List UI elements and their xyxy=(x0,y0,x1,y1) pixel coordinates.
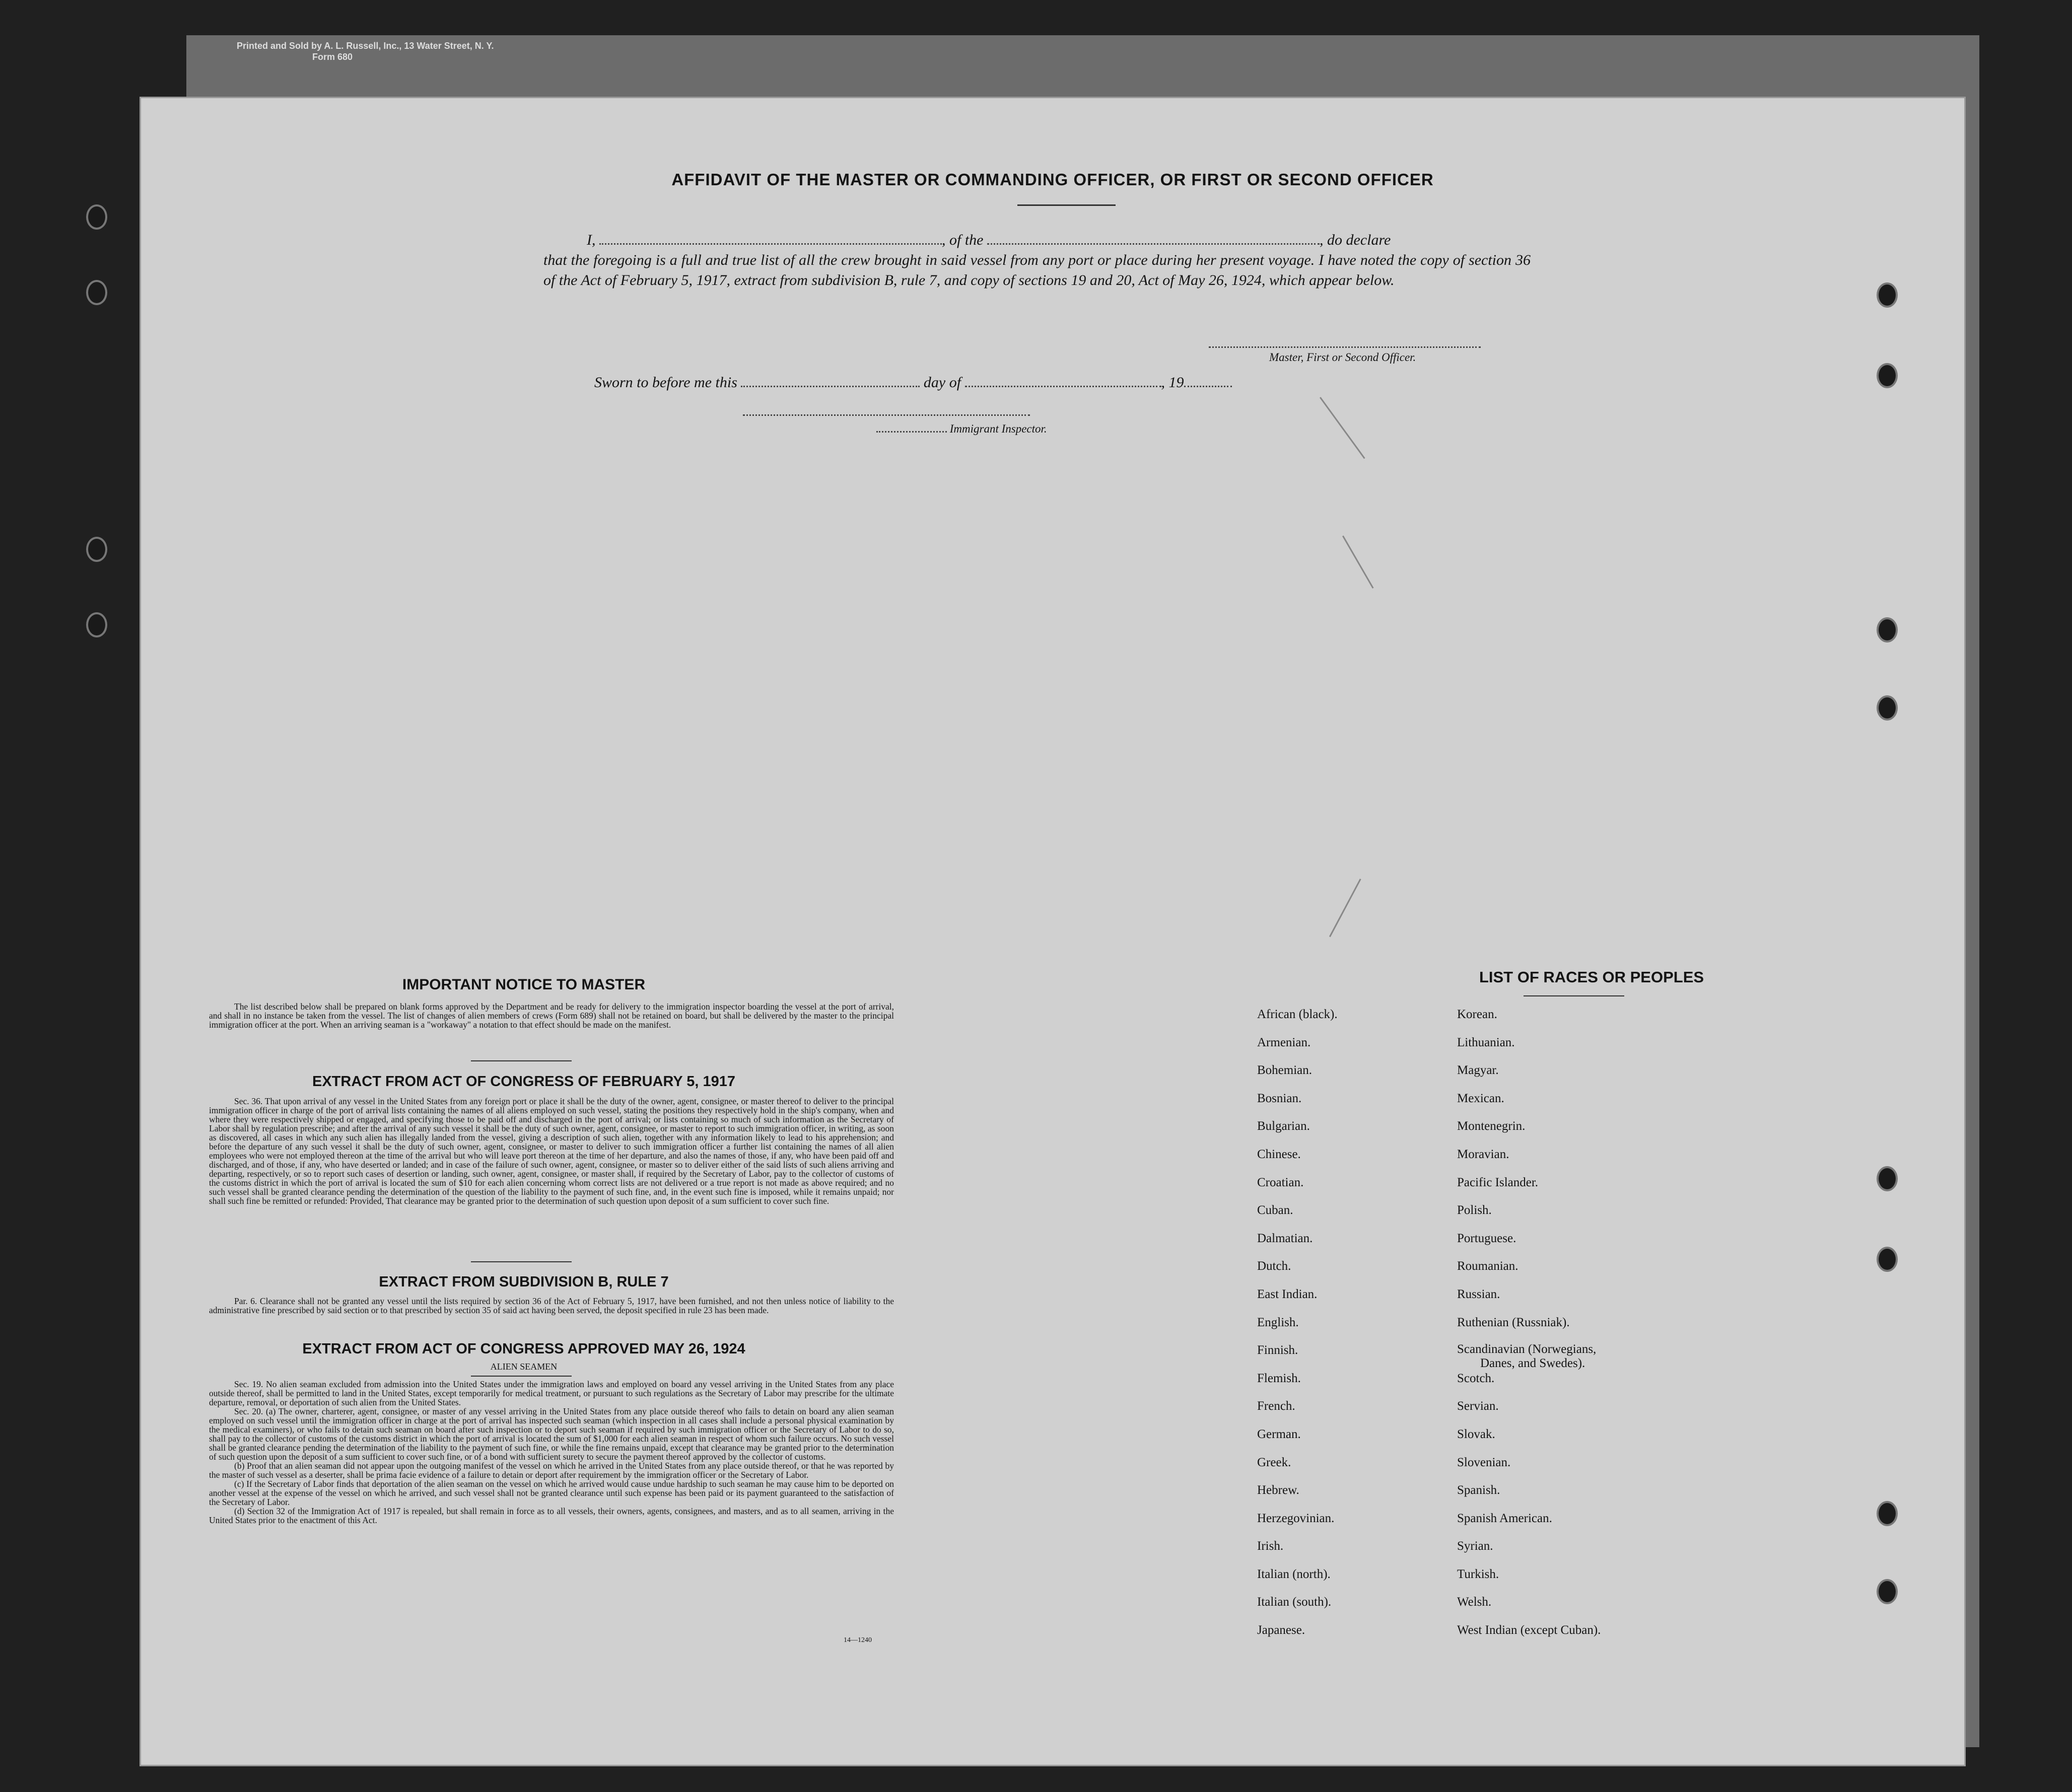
form-number: Form 680 xyxy=(312,52,353,62)
master-caption: Master, First or Second Officer. xyxy=(1269,351,1416,364)
pencil-mark xyxy=(1342,536,1374,589)
punch-hole xyxy=(1879,697,1896,719)
sworn-month-blank[interactable] xyxy=(965,383,1161,387)
punch-hole xyxy=(88,282,105,303)
vessel-blank[interactable] xyxy=(987,240,1320,245)
section-rule xyxy=(471,1060,572,1061)
race-item: Spanish. xyxy=(1457,1483,1500,1497)
race-item: Lithuanian. xyxy=(1457,1035,1515,1049)
punch-hole xyxy=(1879,365,1896,386)
pencil-mark xyxy=(1329,879,1361,937)
affidavit-declaration xyxy=(543,230,1531,291)
extract-1924-body: Sec. 19. No alien seaman excluded from admission into the United States under the immigration laws and employed on board any vessel arriving in the United States from any place outside thereof, shall be permitted to land in the United States, except temporarily for medical treatment, or pursuant to such regulations as the Secretary of Labor may prescribe for the ultimate departure, removal, or deportation of such alien from the United States. Sec. 20. (a) The owner, charterer, agent, consignee, or master of any vessel arriving in the United States from any place outside thereof who fails to detain on board any alien seaman employed on such vessel until the immigration officer in charge at the port of arrival has inspected such seaman (which inspection in all cases shall include a personal physical examination by the medical examiners), or who fails to detain such seaman on board after such inspection or to deport such seaman if required by such immigration officer or the Secretary of Labor to do so, shall pay to the collector of customs of the customs district in which the port of arrival is located the sum of $1,000 for each alien seaman in respect of whom such failure occurs. No such vessel shall be granted clearance pending the determination of the liability to the payment of such fine, or while the fine remains unpaid, except that clearance may be granted prior to the determination of such question upon the deposit of a sum sufficient to cover such fine, or of a bond with sufficient surety to secure the payment thereof approved by the collector of customs. (b) Proof that an alien seaman did not appear upon the outgoing manifest of the vessel on which he arrived in the United States from any place outside thereof, or that he was reported by the master of such vessel as a deserter, shall be prima facie evidence of a failure to detain or deport after requirement by the immigration officer or the Secretary of Labor. (c) If the Secretary of Labor finds that deportation of the alien seaman on the vessel on which he arrived would cause undue hardship to such seaman he may cause him to be deported on another vessel at the expense of the vessel on which he arrived, and such vessel shall not be granted clearance until such expense has been paid or its payment guaranteed to the satisfaction of the Secretary of Labor. (d) Section 32 of the Immigration Act of 1917 is repealed, but shall remain in force as to all vessels, their owners, agents, consignees, and masters, and as to all seamen, arriving in the United States prior to the enactment of this Act. xyxy=(209,1379,894,1525)
race-item: German. xyxy=(1257,1427,1301,1441)
extract-1917-title: EXTRACT FROM ACT OF CONGRESS OF FEBRUARY 5, 1917 xyxy=(312,1073,736,1090)
race-item: Cuban. xyxy=(1257,1203,1293,1217)
sworn-year-blank[interactable] xyxy=(1184,383,1232,387)
race-item: French. xyxy=(1257,1399,1295,1413)
race-item: Herzegovinian. xyxy=(1257,1511,1335,1525)
race-item: Hebrew. xyxy=(1257,1483,1299,1497)
race-item: Ruthenian (Russniak). xyxy=(1457,1315,1570,1329)
section-rule xyxy=(471,1261,572,1262)
affidavit-title: AFFIDAVIT OF THE MASTER OR COMMANDING OFFICER, OR FIRST OR SECOND OFFICER xyxy=(671,170,1434,189)
extract-1917-body: Sec. 36. That upon arrival of any vessel in the United States from any foreign port or place it shall be the duty of the owner, agent, consignee, or master thereof to deliver to the principal immigration officer in charge of the port of arrival lists containing the names of all aliens employed on such vessel, stating the positions they respectively hold in the ship's company, when and where they were respectively shipped or engaged, and specifying those to be paid off and discharged in the port of arrival; or lists containing so much of such information as the Secretary of Labor shall by regulation prescribe; and after the arrival of any such vessel it shall be the duty of such owner, agent, consignee, or master to report to such immigration officer, in writing, as soon as discovered, all cases in which any such alien has illegally landed from the vessel, giving a description of such alien, together with any information likely to lead to his apprehension; and before the departure of any such vessel it shall be the duty of such owner, agent, consignee, or master to deliver to such immigration officer a further list containing the names of all alien employees who were not employed thereon at the time of the arrival but who will leave port thereon at the time of her departure, and also the names of those, if any, who have been paid off and discharged, and of those, if any, who have deserted or landed; and in case of the failure of such owner, agent, consignee, or master so to deliver either of the said lists of such aliens arriving and departing, respectively, or so to report such cases of desertion or landing, such owner, agent, consignee, or master shall, if required by the Secretary of Labor, pay to the collector of customs of the customs district in which the port of arrival is located the sum of $10 for each alien concerning whom correct lists are not delivered or a true report is not made as above required; and no such vessel shall be granted clearance pending the determination of the question of the liability to the payment of such fine, and, in the event such fine is imposed, while it remains unpaid; nor shall such fine be remitted or refunded: Provided, That clearance may be granted prior to the determination of such question upon deposit of a sum sufficient to cover such fine. xyxy=(209,1096,894,1206)
race-item: Dutch. xyxy=(1257,1259,1291,1273)
race-item: West Indian (except Cuban). xyxy=(1457,1623,1601,1637)
race-item: Chinese. xyxy=(1257,1147,1301,1161)
sworn-day-blank[interactable] xyxy=(741,383,920,387)
punch-hole xyxy=(88,539,105,560)
race-item: Portuguese. xyxy=(1457,1231,1516,1245)
race-item: Italian (south). xyxy=(1257,1595,1332,1609)
sworn-line: Sworn to before me this day of , 19 xyxy=(594,374,1232,391)
races-right-column xyxy=(1457,1007,1638,1651)
pencil-mark xyxy=(1320,397,1365,459)
alien-seamen-subtitle: ALIEN SEAMEN xyxy=(490,1361,558,1372)
punch-hole xyxy=(1879,1168,1896,1189)
race-item: Greek. xyxy=(1257,1455,1291,1469)
title-rule xyxy=(1017,204,1116,206)
inspector-caption: Immigrant Inspector. xyxy=(876,422,1047,436)
race-item: Bosnian. xyxy=(1257,1091,1302,1105)
race-item: Polish. xyxy=(1457,1203,1492,1217)
section-rule xyxy=(471,1376,572,1377)
race-item: Dalmatian. xyxy=(1257,1231,1313,1245)
race-item: Montenegrin. xyxy=(1457,1119,1526,1133)
race-item: Scandinavian (Norwegians, Danes, and Swedes). xyxy=(1457,1343,1638,1371)
race-item: Mexican. xyxy=(1457,1091,1504,1105)
race-item: Roumanian. xyxy=(1457,1259,1518,1273)
race-item-continuation: Danes, and Swedes). xyxy=(1480,1356,1585,1371)
race-item: Syrian. xyxy=(1457,1539,1493,1553)
race-item: African (black). xyxy=(1257,1008,1338,1021)
declaration-body: that the foregoing is a full and true list of all the crew brought in said vessel from any port or place during her present voyage. I have noted the copy of section 36 of the Act of February 5, 1917, extract from subdivision B, rule 7, and copy of sections 19 and 20, Act of May 26, 1924, which appear below. xyxy=(543,252,1531,289)
race-item: Korean. xyxy=(1457,1008,1497,1021)
races-rule xyxy=(1524,995,1624,996)
race-item: Bulgarian. xyxy=(1257,1119,1310,1133)
race-item: Italian (north). xyxy=(1257,1567,1331,1581)
race-item: English. xyxy=(1257,1315,1299,1329)
race-item: Croatian. xyxy=(1257,1175,1304,1189)
punch-hole xyxy=(88,614,105,635)
document-page xyxy=(141,98,1964,1765)
notice-body: The list described below shall be prepared on blank forms approved by the Department and be ready for delivery to the immigration inspector boarding the vessel at the port of arrival, and shall in no instance be taken from the vessel. The list of changes of alien members of crews (Form 689) shall not be retained on board, but shall be delivered by the master to the principal immigration officer at the port. When an arriving seaman is a "workaway" a notation to that effect should be made on the manifest. xyxy=(209,1001,894,1030)
declaration-first-line: I, , of the , do declare xyxy=(587,232,1391,248)
race-item: Moravian. xyxy=(1457,1147,1509,1161)
printer-line: Printed and Sold by A. L. Russell, Inc., 13 Water Street, N. Y. xyxy=(237,41,494,51)
race-item: Japanese. xyxy=(1257,1623,1305,1637)
punch-hole xyxy=(1879,284,1896,306)
race-item: Irish. xyxy=(1257,1539,1284,1553)
race-item: Russian. xyxy=(1457,1287,1500,1301)
master-signature-line[interactable] xyxy=(1209,346,1481,348)
form-code: 14—1240 xyxy=(844,1636,872,1644)
name-blank[interactable] xyxy=(599,240,942,245)
race-item: Magyar. xyxy=(1457,1063,1499,1078)
races-title: LIST OF RACES OR PEOPLES xyxy=(1479,968,1704,986)
punch-hole xyxy=(1879,619,1896,640)
race-item: Scotch. xyxy=(1457,1371,1495,1385)
race-item: Servian. xyxy=(1457,1399,1499,1413)
race-item: Spanish American. xyxy=(1457,1511,1552,1525)
race-item: Finnish. xyxy=(1257,1343,1298,1357)
race-item: Slovak. xyxy=(1457,1427,1495,1441)
races-left-column xyxy=(1257,1007,1338,1651)
notice-title: IMPORTANT NOTICE TO MASTER xyxy=(402,976,646,993)
punch-hole xyxy=(1879,1503,1896,1524)
race-item: Armenian. xyxy=(1257,1035,1311,1049)
punch-hole xyxy=(1879,1249,1896,1270)
inspector-signature-line[interactable] xyxy=(743,414,1030,416)
race-item: Flemish. xyxy=(1257,1371,1301,1385)
race-item: Turkish. xyxy=(1457,1567,1499,1581)
race-item: East Indian. xyxy=(1257,1287,1318,1301)
extract-rule7-title: EXTRACT FROM SUBDIVISION B, RULE 7 xyxy=(379,1274,669,1290)
punch-hole xyxy=(1879,1581,1896,1602)
race-item: Pacific Islander. xyxy=(1457,1175,1539,1189)
race-item: Slovenian. xyxy=(1457,1455,1511,1469)
race-item: Welsh. xyxy=(1457,1595,1492,1609)
extract-rule7-body: Par. 6. Clearance shall not be granted any vessel until the lists required by section 36 of the Act of February 5, 1917, have been furnished, and not then unless notice of liability to the administrative fine prescribed by said section or to that prescribed by section 35 of said act having been served, the deposit specified in rule 23 has been made. xyxy=(209,1296,894,1315)
printer-imprint xyxy=(237,40,690,62)
race-item: Bohemian. xyxy=(1257,1063,1313,1078)
punch-hole xyxy=(88,206,105,228)
extract-1924-title: EXTRACT FROM ACT OF CONGRESS APPROVED MAY 26, 1924 xyxy=(302,1341,745,1357)
